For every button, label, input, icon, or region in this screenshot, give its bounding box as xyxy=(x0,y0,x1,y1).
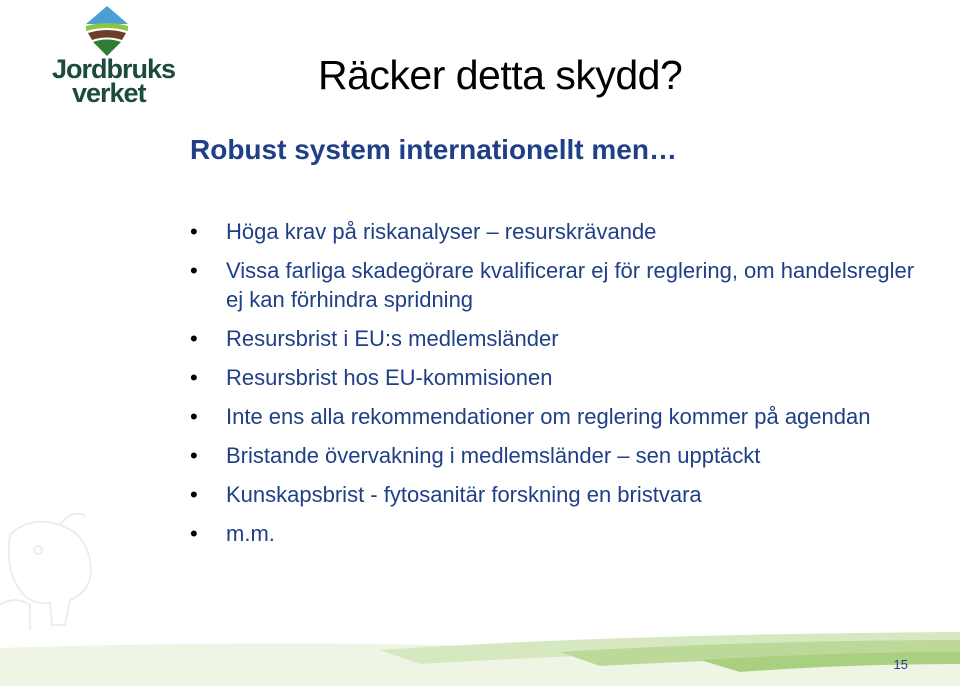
slide-title: Räcker detta skydd? xyxy=(318,52,683,98)
bullet-text: Höga krav på riskanalyser – resurskrävande xyxy=(226,219,657,244)
bullet-item xyxy=(190,441,920,470)
footer-band xyxy=(0,630,960,686)
logo-text-line2: verket xyxy=(72,78,146,108)
page-number: 15 xyxy=(893,657,908,672)
bullet-text: Kunskapsbrist - fytosanitär forskning en bristvara xyxy=(226,482,702,507)
logo-text-line1: Jordbruks xyxy=(52,54,176,84)
bullet-item xyxy=(190,363,920,392)
bullet-item xyxy=(190,256,920,314)
jordbruksverket-logo-icon xyxy=(84,4,130,56)
bullet-text: m.m. xyxy=(226,521,275,546)
bullet-text: Inte ens alla rekommendationer om reglering kommer på agendan xyxy=(226,404,871,429)
bullet-item xyxy=(190,519,920,548)
jordbruksverket-logo xyxy=(48,4,178,108)
bullet-text: Bristande övervakning i medlemsländer – sen upptäckt xyxy=(226,443,761,468)
bullet-item xyxy=(190,217,920,246)
bullet-list xyxy=(190,217,920,558)
bullet-item xyxy=(190,324,920,353)
bullet-item xyxy=(190,480,920,509)
bullet-text: Vissa farliga skadegörare kvalificerar ej för reglering, om handelsregler ej kan förhindra spridning xyxy=(226,258,915,312)
animals-watermark-icon xyxy=(0,505,130,635)
bullet-item xyxy=(190,402,920,431)
slide-subtitle: Robust system internationellt men… xyxy=(190,134,677,165)
bullet-text: Resursbrist i EU:s medlemsländer xyxy=(226,326,559,351)
bullet-text: Resursbrist hos EU-kommisionen xyxy=(226,365,553,390)
